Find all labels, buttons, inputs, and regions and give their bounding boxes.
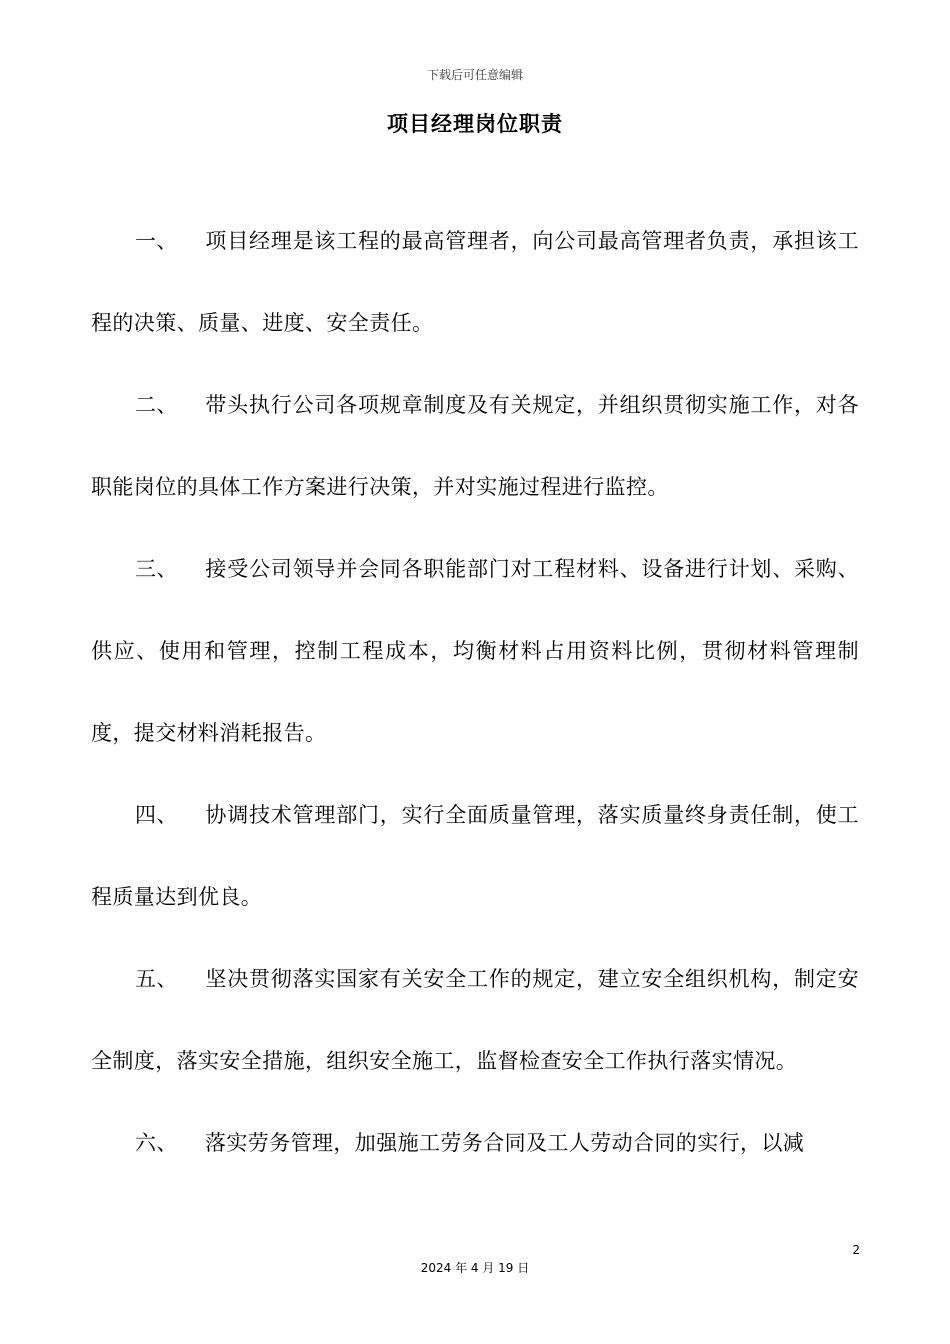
paragraph-text: 带头执行公司各项规章制度及有关规定，并组织贯彻实施工作，对各职能岗位的具体工作方案进行决策，并对实施过程进行监控。 xyxy=(91,393,859,499)
paragraph-number: 四、 xyxy=(135,803,178,827)
page-header: 下载后可任意编辑 xyxy=(426,68,523,82)
paragraph-number: 六、 xyxy=(135,1131,178,1155)
paragraph-number: 二、 xyxy=(135,393,178,417)
paragraph-number: 一、 xyxy=(135,229,178,253)
paragraph-number: 三、 xyxy=(135,557,178,581)
paragraph-text: 接受公司领导并会同各职能部门对工程材料、设备进行计划、采购、供应、使用和管理，控制工程成本，均衡材料占用资料比例，贯彻材料管理制度，提交材料消耗报告。 xyxy=(91,557,859,745)
paragraph-5 xyxy=(91,938,859,1102)
paragraph-text: 坚决贯彻落实国家有关安全工作的规定，建立安全组织机构，制定安全制度，落实安全措施，组织安全施工，监督检查安全工作执行落实情况。 xyxy=(91,967,859,1073)
paragraph-text: 协调技术管理部门，实行全面质量管理，落实质量终身责任制，使工程质量达到优良。 xyxy=(91,803,859,909)
paragraph-2 xyxy=(91,364,859,528)
paragraph-6 xyxy=(91,1102,859,1184)
page-footer-date: 2024 年 4 月 19 日 xyxy=(420,1261,530,1275)
document-body xyxy=(91,200,859,1184)
document-title: 项目经理岗位职责 xyxy=(387,112,563,136)
paragraph-3 xyxy=(91,528,859,774)
paragraph-4 xyxy=(91,774,859,938)
paragraph-1 xyxy=(91,200,859,364)
page-number: 2 xyxy=(852,1243,860,1257)
paragraph-text: 项目经理是该工程的最高管理者，向公司最高管理者负责，承担该工程的决策、质量、进度、安全责任。 xyxy=(91,229,859,335)
paragraph-number: 五、 xyxy=(135,967,178,991)
paragraph-text: 落实劳务管理，加强施工劳务合同及工人劳动合同的实行，以减 xyxy=(205,1131,805,1155)
